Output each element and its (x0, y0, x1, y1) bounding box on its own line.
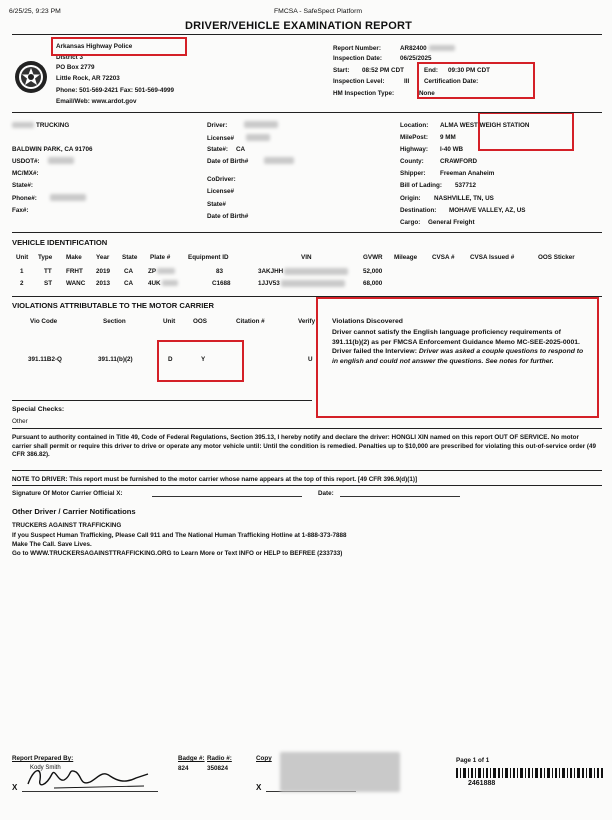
end-label: End: (424, 67, 438, 74)
violation-col-oos: OOS (193, 318, 207, 325)
special-checks-value: Other (12, 418, 28, 425)
vehicle-row-2-plate: 4UK (148, 280, 178, 287)
carrier-address: BALDWIN PARK, CA 91706 (12, 146, 93, 153)
hm-inspection-label: HM Inspection Type: (333, 90, 395, 97)
vehicle-col-year: Year (96, 254, 110, 261)
inspection-date-value: 06/25/2025 (400, 55, 432, 62)
report-number-label: Report Number: (333, 45, 381, 52)
cargo-label: Cargo: (400, 219, 421, 226)
county-value: CRAWFORD (440, 158, 478, 165)
vehicle-section-title: VEHICLE IDENTIFICATION (12, 238, 108, 247)
vehicle-row-2-state: CA (124, 280, 134, 287)
highlight-location (478, 112, 574, 151)
mcmx-label: MC/MX#: (12, 170, 39, 177)
vehicle-col-mileage: Mileage (394, 254, 418, 261)
vehicle-col-vin: VIN (301, 254, 312, 261)
vehicle-row-1-equipment: 83 (216, 268, 224, 275)
location-label: Location: (400, 122, 429, 129)
trafficking-title: TRUCKERS AGAINST TRAFFICKING (12, 522, 122, 529)
violations-section-title: VIOLATIONS ATTRIBUTABLE TO THE MOTOR CARRIER (12, 301, 214, 310)
badge-value: 824 (178, 765, 189, 772)
bill-of-lading-label: Bill of Lading: (400, 182, 442, 189)
county-label: County: (400, 158, 424, 165)
notifications-title: Other Driver / Carrier Notifications (12, 507, 136, 516)
phone-number-label: Phone#: (12, 195, 37, 202)
vehicle-row-1-unit: 1 (20, 268, 24, 275)
copy-label: Copy (256, 755, 272, 762)
prepared-by-label: Report Prepared By: (12, 755, 74, 762)
dob-label: Date of Birth# (207, 158, 249, 165)
agency-email: Email/Web: www.ardot.gov (56, 98, 137, 105)
vehicle-row-1-vin: 3AKJHH (258, 268, 348, 275)
prepared-by-signature-line (22, 791, 158, 792)
vehicle-row-2-type: ST (44, 280, 53, 287)
date-line (340, 496, 460, 497)
vehicle-row-1-make: FRHT (66, 268, 83, 275)
phone-redacted (50, 194, 86, 201)
start-value: 08:52 PM CDT (362, 67, 404, 74)
vehicle-col-equipment: Equipment ID (188, 254, 229, 261)
usdot-label: USDOT#: (12, 158, 40, 165)
violation-col-verify: Verify (298, 318, 316, 325)
trafficking-line-3: Go to WWW.TRUCKERSAGAINSTTRAFFICKING.ORG to Learn More or Text INFO or HELP to BEFREE (233733) (12, 550, 343, 557)
vehicle-col-cvsa: CVSA # (432, 254, 455, 261)
highway-value: I-40 WB (440, 146, 464, 153)
violations-discovered-text: Driver cannot satisfy the English language proficiency requirements of 391.11(b)(2) as per FMCSA Enforcement Guidance Memo MC-SEE-2025-0001. Driver failed the Interview: Driver was asked a couple questions to respond to in english and could not answer the questions. See notes for further. (332, 329, 584, 365)
copy-x-mark: X (256, 783, 262, 792)
dob-redacted (264, 157, 294, 164)
report-number-value: AR82400 (400, 45, 455, 52)
fax-number-label: Fax#: (12, 207, 29, 214)
vehicle-row-1-plate: ZP (148, 268, 175, 275)
highlight-unit-oos (157, 340, 244, 382)
vehicle-col-plate: Plate # (150, 254, 171, 261)
codriver-state-label: State# (207, 201, 226, 208)
vehicle-row-2-gvwr: 68,000 (363, 280, 383, 287)
header-divider (12, 112, 602, 113)
page-count: Page 1 of 1 (456, 757, 490, 764)
driver-name-redacted (244, 121, 278, 128)
print-datetime: 6/25/25, 9:23 PM (9, 8, 61, 15)
shipper-label: Shipper: (400, 170, 426, 177)
license-redacted (246, 134, 270, 141)
trafficking-line-2: Make The Call. Save Lives. (12, 541, 92, 548)
origin-value: NASHVILLE, TN, US (434, 195, 494, 202)
certification-date-label: Certification Date: (424, 78, 479, 85)
usdot-redacted (48, 157, 74, 164)
badge-label: Badge #: (178, 755, 205, 762)
vehicle-col-unit: Unit (16, 254, 29, 261)
violation-col-citation: Citation # (236, 318, 265, 325)
state-seal-icon (14, 60, 48, 94)
driver-state-label: State#: (207, 146, 228, 153)
notice-divider (12, 428, 602, 429)
vehicle-col-state: State (122, 254, 138, 261)
violation-section: 391.11(b)(2) (98, 356, 133, 363)
note-to-driver: NOTE TO DRIVER: This report must be furnished to the motor carrier whose name appears at the top of this report. [49 CFR 396.9(d)(1)] (12, 476, 418, 483)
vehicle-row-1-year: 2019 (96, 268, 111, 275)
vehicle-row-2-year: 2013 (96, 280, 111, 287)
bill-of-lading-value: 537712 (455, 182, 477, 189)
barcode-number: 2461888 (468, 780, 496, 787)
agency-district: District 3 (56, 54, 83, 61)
special-checks-title: Special Checks: (12, 406, 65, 413)
violation-oos: Y (201, 356, 206, 363)
agency-city: Little Rock, AR 72203 (56, 75, 120, 82)
hm-inspection-value: None (419, 90, 435, 97)
violation-verify: U (308, 356, 313, 363)
destination-label: Destination: (400, 207, 437, 214)
cargo-value: General Freight (428, 219, 475, 226)
codriver-dob-label: Date of Birth# (207, 213, 249, 220)
inspection-level-value: III (404, 78, 410, 85)
out-of-service-notice: Pursuant to authority contained in Title 49, Code of Federal Regulations, Section 395.13, I hereby notify and declare the driver: HONGLI XIN named on this report OUT OF SERVICE. No motor carrier shall permit or require this driver to drive or operate any motor vehicle until: Until the condition is remedied. Penalties up to $10,000 are prescribed for violating this out-of-service order (49 CFR 386.82). (12, 434, 597, 459)
vehicle-divider (12, 232, 602, 233)
location-value: ALMA WEST WEIGH STATION (440, 122, 530, 129)
radio-label: Radio #: (207, 755, 232, 762)
violation-col-code: Vio Code (30, 318, 58, 325)
start-label: Start: (333, 67, 350, 74)
end-value: 09:30 PM CDT (448, 67, 490, 74)
vehicle-row-2-make: WANC (66, 280, 86, 287)
agency-phone: Phone: 501-569-2421 Fax: 501-569-4999 (56, 87, 174, 94)
signature-line (152, 496, 302, 497)
highlight-end-time (417, 62, 535, 99)
shipper-value: Freeman Anaheim (440, 170, 495, 177)
barcode-icon (456, 768, 604, 778)
report-title: DRIVER/VEHICLE EXAMINATION REPORT (185, 20, 413, 32)
signature-label: Signature Of Motor Carrier Official X: (12, 490, 123, 497)
inspection-date-label: Inspection Date: (333, 55, 382, 62)
driver-label: Driver: (207, 122, 228, 129)
codriver-label: CoDriver: (207, 176, 236, 183)
agency-name: Arkansas Highway Police (56, 43, 133, 50)
special-divider (12, 400, 312, 401)
origin-label: Origin: (400, 195, 421, 202)
driver-state-value: CA (236, 146, 246, 153)
note-divider (12, 470, 602, 471)
title-divider (12, 34, 602, 35)
violation-code: 391.11B2-Q (28, 356, 62, 363)
vehicle-row-1-type: TT (44, 268, 52, 275)
highlight-agency (51, 37, 187, 56)
radio-value: 350824 (207, 765, 229, 772)
agency-po-box: PO Box 2779 (56, 64, 95, 71)
prepared-by-name: Kody Smith (30, 765, 61, 771)
vehicle-col-type: Type (38, 254, 53, 261)
note-divider-2 (12, 485, 602, 486)
handwritten-signature (24, 762, 154, 792)
violation-unit: D (168, 356, 173, 363)
signature-date-label: Date: (318, 490, 334, 497)
signature-x-mark: X (12, 783, 18, 792)
state-number-label: State#: (12, 182, 33, 189)
destination-value: MOHAVE VALLEY, AZ, US (449, 207, 526, 214)
violation-col-section: Section (103, 318, 126, 325)
vehicle-row-2-unit: 2 (20, 280, 24, 287)
vehicle-row-2-equipment: C1688 (212, 280, 231, 287)
license-label: License# (207, 135, 234, 142)
vehicle-col-cvsa-issued: CVSA Issued # (470, 254, 515, 261)
highlight-violations-discovered (316, 297, 599, 418)
carrier-name: TRUCKING (12, 122, 69, 129)
codriver-license-label: License# (207, 188, 234, 195)
milepost-label: MilePost: (400, 134, 428, 141)
violation-col-unit: Unit (163, 318, 176, 325)
vehicle-col-gvwr: GVWR (363, 254, 383, 261)
vehicle-col-oos-sticker: OOS Sticker (538, 254, 575, 261)
vehicle-row-2-vin: 1JJV53 (258, 280, 345, 287)
trafficking-line-1: If you Suspect Human Trafficking, Please Call 911 and The National Human Trafficking Hotline at 1-888-373-7888 (12, 532, 347, 539)
platform-name: FMCSA - SafeSpect Platform (274, 8, 363, 15)
highway-label: Highway: (400, 146, 428, 153)
inspection-level-label: Inspection Level: (333, 78, 385, 85)
copy-redacted (280, 752, 400, 792)
vehicle-col-make: Make (66, 254, 82, 261)
violations-discovered-title: Violations Discovered (332, 318, 403, 325)
vehicle-row-1-state: CA (124, 268, 134, 275)
vehicle-row-1-gvwr: 52,000 (363, 268, 383, 275)
milepost-value: 9 MM (440, 134, 456, 141)
